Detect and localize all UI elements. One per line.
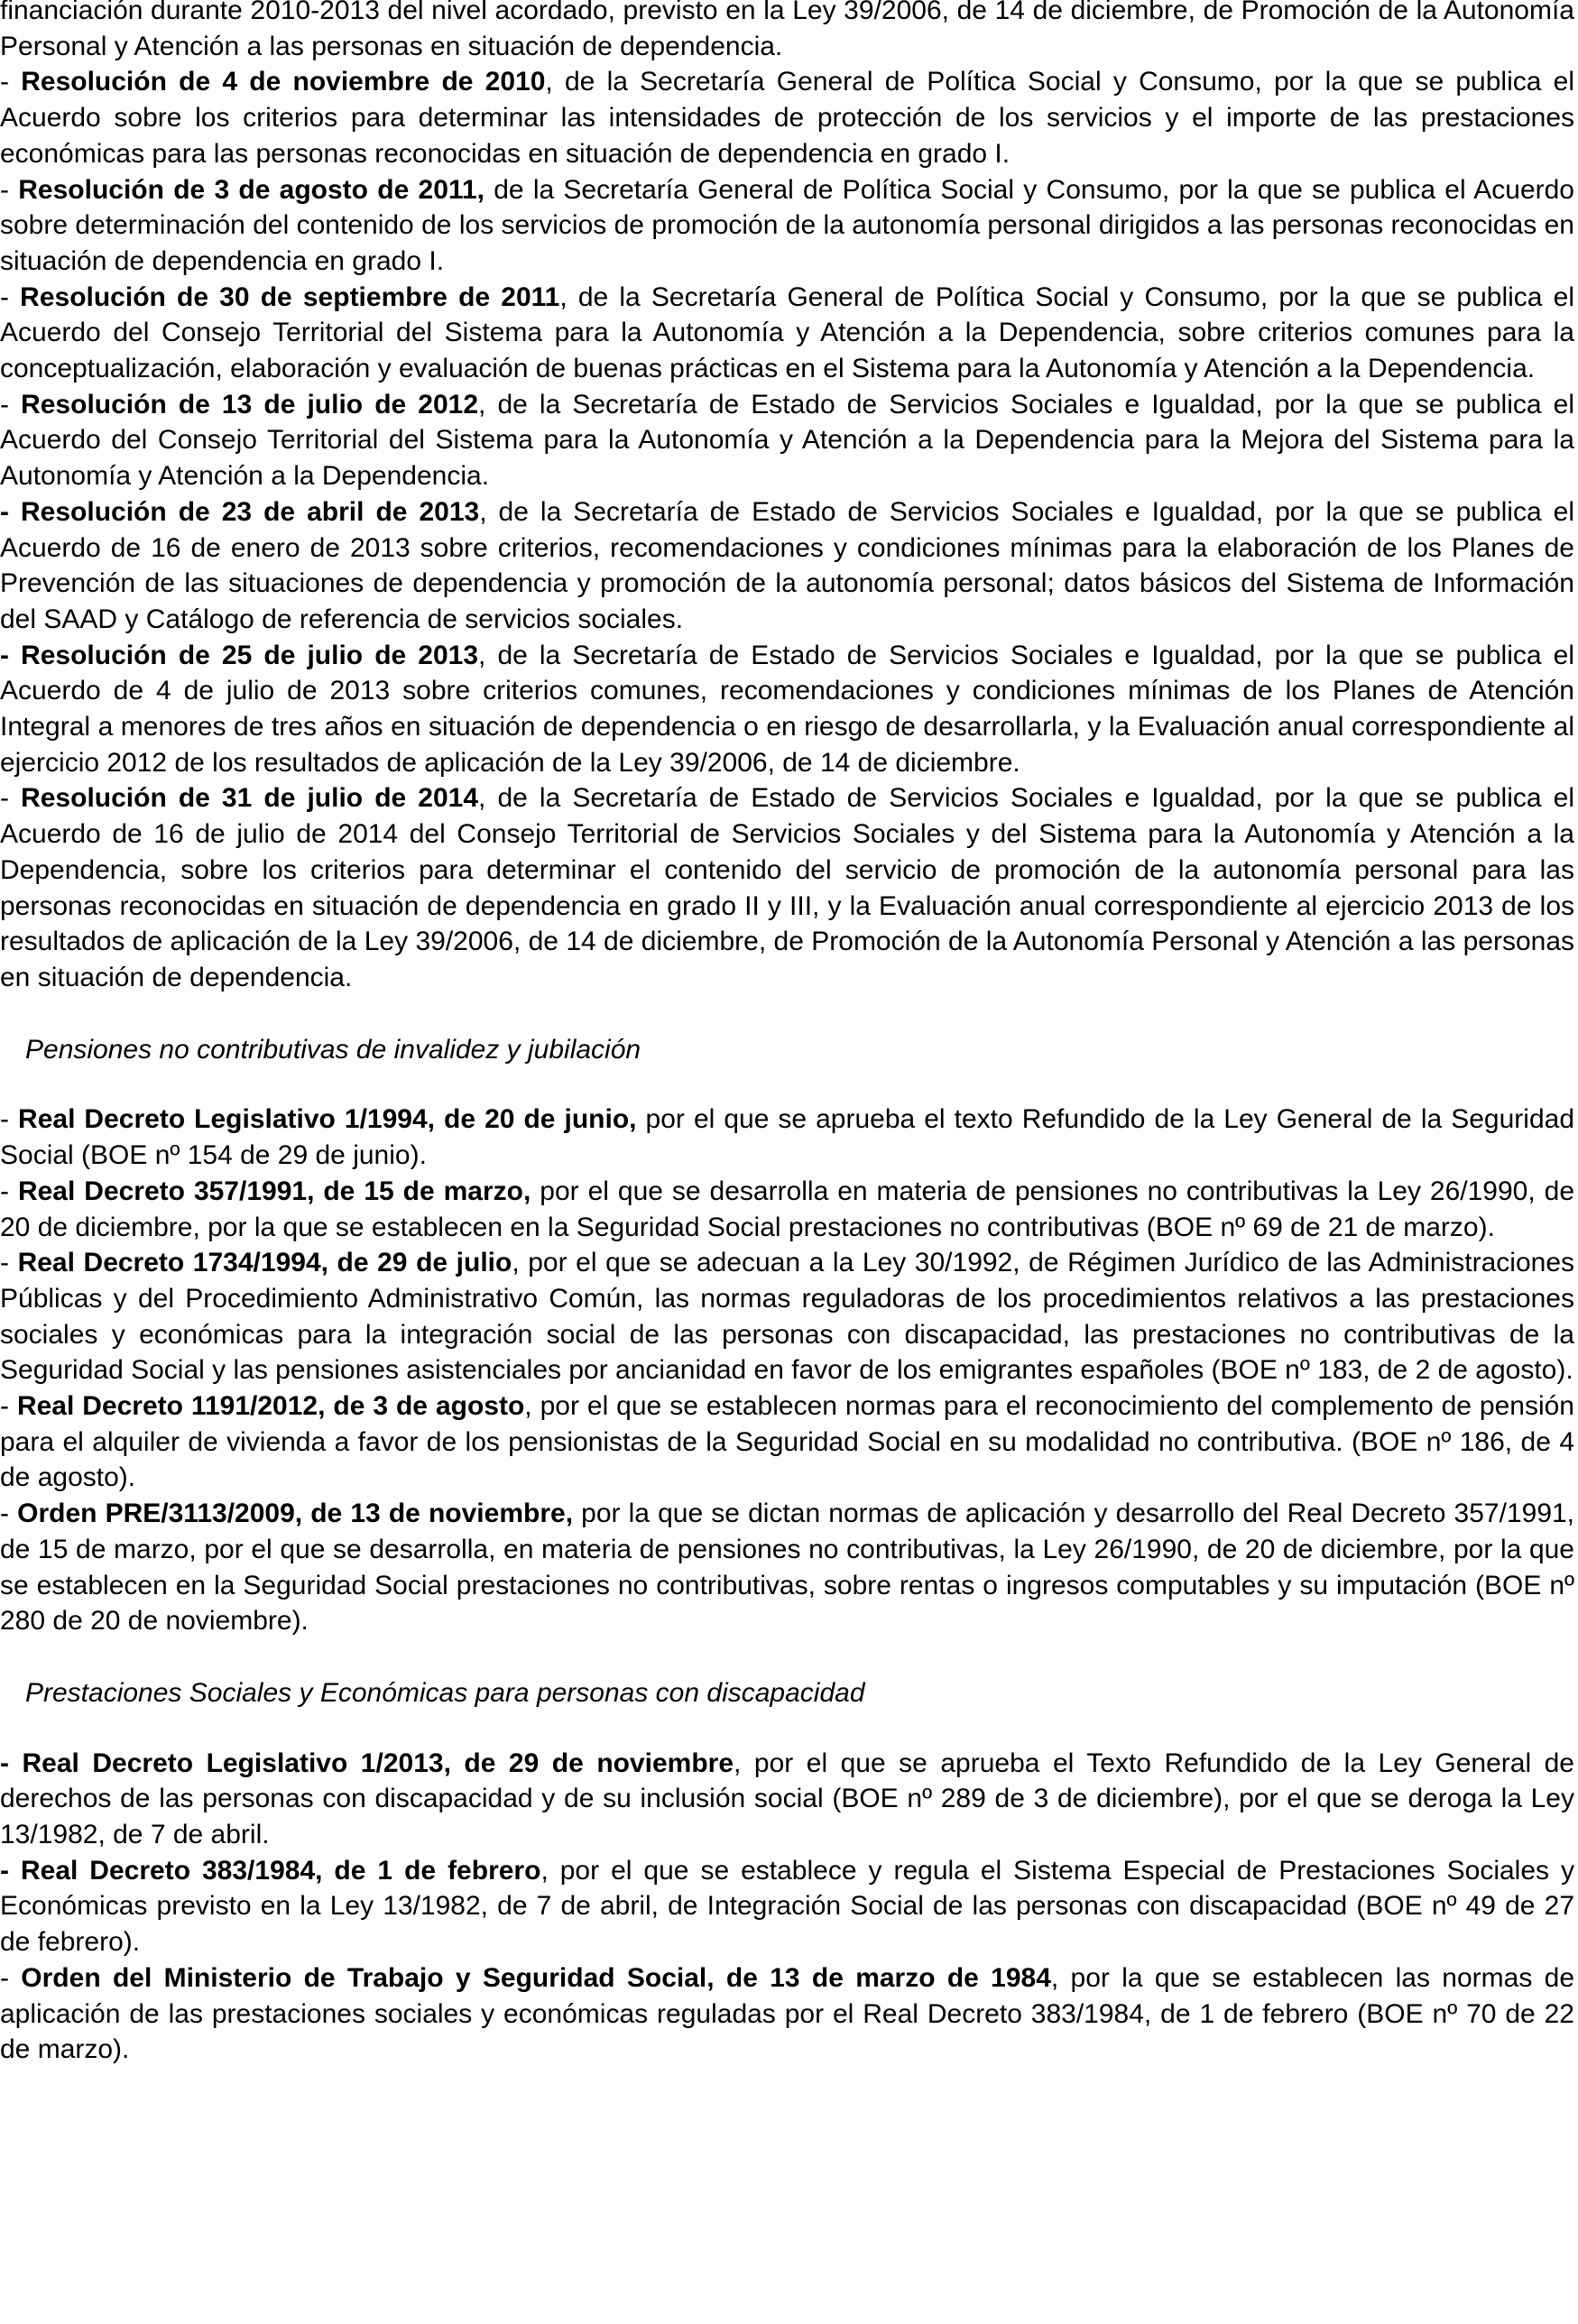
item-text: de la Secretaría General de Política Social y Consumo, por la que se publica el Acuerdo sobre determinación del contenido de los servicios de promoción de la autonomía personal dirigidos a las personas reconocidas en situación de dependencia en grado I. <box>0 174 1574 276</box>
list-item <box>0 280 1574 387</box>
list-item <box>0 494 1574 638</box>
item-text: , de la Secretaría de Estado de Servicios Sociales e Igualdad, por la que se publica el Acuerdo de 16 de enero de 2013 sobre criterios, recomendaciones y condiciones mínimas para la elaboración de los Planes de Prevención de las situaciones de dependencia y promoción de la autonomía personal; datos básicos del Sistema de Información del SAAD y Catálogo de referencia de servicios sociales. <box>0 496 1574 634</box>
item-prefix: - <box>0 1176 18 1206</box>
pensiones-list <box>0 1102 1574 1639</box>
list-item <box>0 1388 1574 1496</box>
list-item <box>0 780 1574 995</box>
item-title: - Real Decreto Legislativo 1/2013, de 29 de noviembre <box>0 1748 734 1778</box>
item-title: Real Decreto 1734/1994, de 29 de julio <box>17 1248 512 1278</box>
item-title: Resolución de 4 de noviembre de 2010 <box>21 67 546 97</box>
item-prefix: - <box>0 783 22 814</box>
discapacidad-list <box>0 1746 1574 2068</box>
list-item <box>0 1853 1574 1960</box>
list-item <box>0 1102 1574 1173</box>
item-title: Real Decreto 357/1991, de 15 de marzo, <box>17 1176 531 1206</box>
item-text: , de la Secretaría de Estado de Servicios Sociales e Igualdad, por la que se publica el Acuerdo de 16 de julio de 2014 del Consejo Territorial de Servicios Sociales y del Sistema para la Autonomía y Atención a la Dependencia, sobre los criterios para determinar el contenido del servicio de promoción de la autonomía personal para las personas reconocidas en situación de dependencia en grado II y III, y la Evaluación anual correspondiente al ejercicio 2013 de los resultados de aplicación de la Ley 39/2006, de 14 de diciembre, de Promoción de la Autonomía Personal y Atención a las personas en situación de dependencia. <box>0 783 1574 992</box>
item-prefix: - <box>0 174 19 205</box>
item-title: - Real Decreto 383/1984, de 1 de febrero <box>0 1855 541 1886</box>
list-item <box>0 387 1574 494</box>
item-title: Real Decreto 1191/2012, de 3 de agosto <box>16 1391 525 1422</box>
item-prefix: - <box>0 67 22 97</box>
list-item <box>0 64 1574 171</box>
item-text: , por la que se establecen las normas de aplicación de las prestaciones sociales y económicas reguladas por el Real Decreto 383/1984, de 1 de febrero (BOE nº 70 de 22 de marzo). <box>0 1962 1574 2065</box>
spacer <box>0 1639 1574 1675</box>
item-text: , por el que se establecen normas para el reconocimiento del complemento de pensión para el alquiler de vivienda a favor de los pensionistas de la Seguridad Social en su modalidad no contributiva. (BOE nº 186, de 4 de agosto). <box>0 1391 1574 1493</box>
spacer <box>0 1067 1574 1102</box>
dependencia-list <box>0 64 1574 995</box>
item-title: Orden del Ministerio de Trabajo y Seguridad Social, de 13 de marzo de 1984 <box>21 1962 1051 1993</box>
item-text: , de la Secretaría General de Política Social y Consumo, por la que se publica el Acuerdo sobre los criterios para determinar las intensidades de protección de los servicios y el importe de las prestaciones económicas para las personas reconocidas en situación de dependencia en grado I. <box>0 67 1574 169</box>
item-title: Resolución de 3 de agosto de 2011, <box>18 174 484 205</box>
spacer <box>0 1711 1574 1746</box>
continuation-paragraph: financiación durante 2010-2013 del nivel acordado, previsto en la Ley 39/2006, de 14 de diciembre, de Promoción de la Autonomía Personal y Atención a las personas en situación de dependencia. <box>0 0 1574 61</box>
item-prefix: - <box>0 389 22 420</box>
section-heading-discapacidad: Prestaciones Sociales y Económicas para personas con discapacidad <box>25 1677 865 1708</box>
list-item <box>0 1746 1574 1853</box>
item-prefix: - <box>0 1248 18 1278</box>
item-text: , de la Secretaría General de Política Social y Consumo, por la que se publica el Acuerdo del Consejo Territorial del Sistema para la Autonomía y Atención a la Dependencia, sobre criterios comunes para la conceptualización, elaboración y evaluación de buenas prácticas en el Sistema para la Autonomía y Atención a la Dependencia. <box>0 281 1574 384</box>
item-prefix: - <box>0 281 21 312</box>
list-item <box>0 1496 1574 1639</box>
item-text: por el que se desarrolla en materia de pensiones no contributivas la Ley 26/1990, de 20 de diciembre, por la que se establecen en la Seguridad Social prestaciones no contributivas (BOE nº 69 de 21 de marzo). <box>0 1176 1574 1242</box>
item-prefix: - <box>0 1962 22 1993</box>
item-text: por la que se dictan normas de aplicación y desarrollo del Real Decreto 357/1991, de 15 de marzo, por el que se desarrolla, en materia de pensiones no contributivas, la Ley 26/1990, de 20 de diciembre, por la que se establecen en la Seguridad Social prestaciones no contributivas, sobre rentas o ingresos computables y su imputación (BOE nº 280 de 20 de noviembre). <box>0 1499 1575 1637</box>
list-item <box>0 172 1574 280</box>
item-title: Orden PRE/3113/2009, de 13 de noviembre, <box>17 1499 574 1529</box>
list-item <box>0 638 1574 781</box>
list-item <box>0 1174 1574 1245</box>
item-text: , de la Secretaría de Estado de Servicios Sociales e Igualdad, por la que se publica el Acuerdo de 4 de julio de 2013 sobre criterios comunes, recomendaciones y condiciones mínimas de los Planes de Atención Integral a menores de tres años en situación de dependencia o en riesgo de desarrollarla, y la Evaluación anual correspondiente al ejercicio 2012 de los resultados de aplicación de la Ley 39/2006, de 14 de diciembre. <box>0 640 1574 778</box>
item-text: , por el que se aprueba el Texto Refundido de la Ley General de derechos de las personas con discapacidad y de su inclusión social (BOE nº 289 de 3 de diciembre), por el que se deroga la Ley 13/1982, de 7 de abril. <box>0 1748 1574 1850</box>
item-text: , por el que se establece y regula el Sistema Especial de Prestaciones Sociales y Económicas previsto en la Ley 13/1982, de 7 de abril, de Integración Social de las personas con discapacidad (BOE nº 49 de 27 de febrero). <box>0 1855 1574 1958</box>
item-title: Resolución de 13 de julio de 2012 <box>21 389 479 420</box>
item-prefix: - <box>0 1391 17 1422</box>
item-prefix: - <box>0 1499 18 1529</box>
item-text: por el que se aprueba el texto Refundido de la Ley General de la Seguridad Social (BOE nº 154 de 29 de junio). <box>0 1104 1575 1171</box>
item-title: Real Decreto Legislativo 1/1994, de 20 de junio, <box>18 1104 637 1135</box>
list-item <box>0 1245 1574 1388</box>
list-item <box>0 1960 1574 2068</box>
item-title: Resolución de 31 de julio de 2014 <box>21 783 479 814</box>
item-prefix: - <box>0 1104 19 1135</box>
item-text: , de la Secretaría de Estado de Servicios Sociales e Igualdad, por la que se publica el Acuerdo del Consejo Territorial del Sistema para la Autonomía y Atención a la Dependencia para la Mejora del Sistema para la Autonomía y Atención a la Dependencia. <box>0 389 1574 492</box>
section-heading-pensiones: Pensiones no contributivas de invalidez y jubilación <box>25 1034 641 1065</box>
item-title: Resolución de 30 de septiembre de 2011 <box>20 281 560 312</box>
item-title: - Resolución de 25 de julio de 2013 <box>0 640 479 670</box>
item-text: , por el que se adecuan a la Ley 30/1992, de Régimen Jurídico de las Administraciones Públicas y del Procedimiento Administrativo Común, las normas reguladoras de los procedimientos relativos a las prestaciones sociales y económicas para la integración social de las personas con discapacidad, las prestaciones no contributivas de la Seguridad Social y las pensiones asistenciales por ancianidad en favor de los emigrantes españoles (BOE nº 183, de 2 de agosto). <box>0 1248 1575 1386</box>
spacer <box>0 996 1574 1032</box>
item-title: - Resolución de 23 de abril de 2013 <box>0 496 480 527</box>
